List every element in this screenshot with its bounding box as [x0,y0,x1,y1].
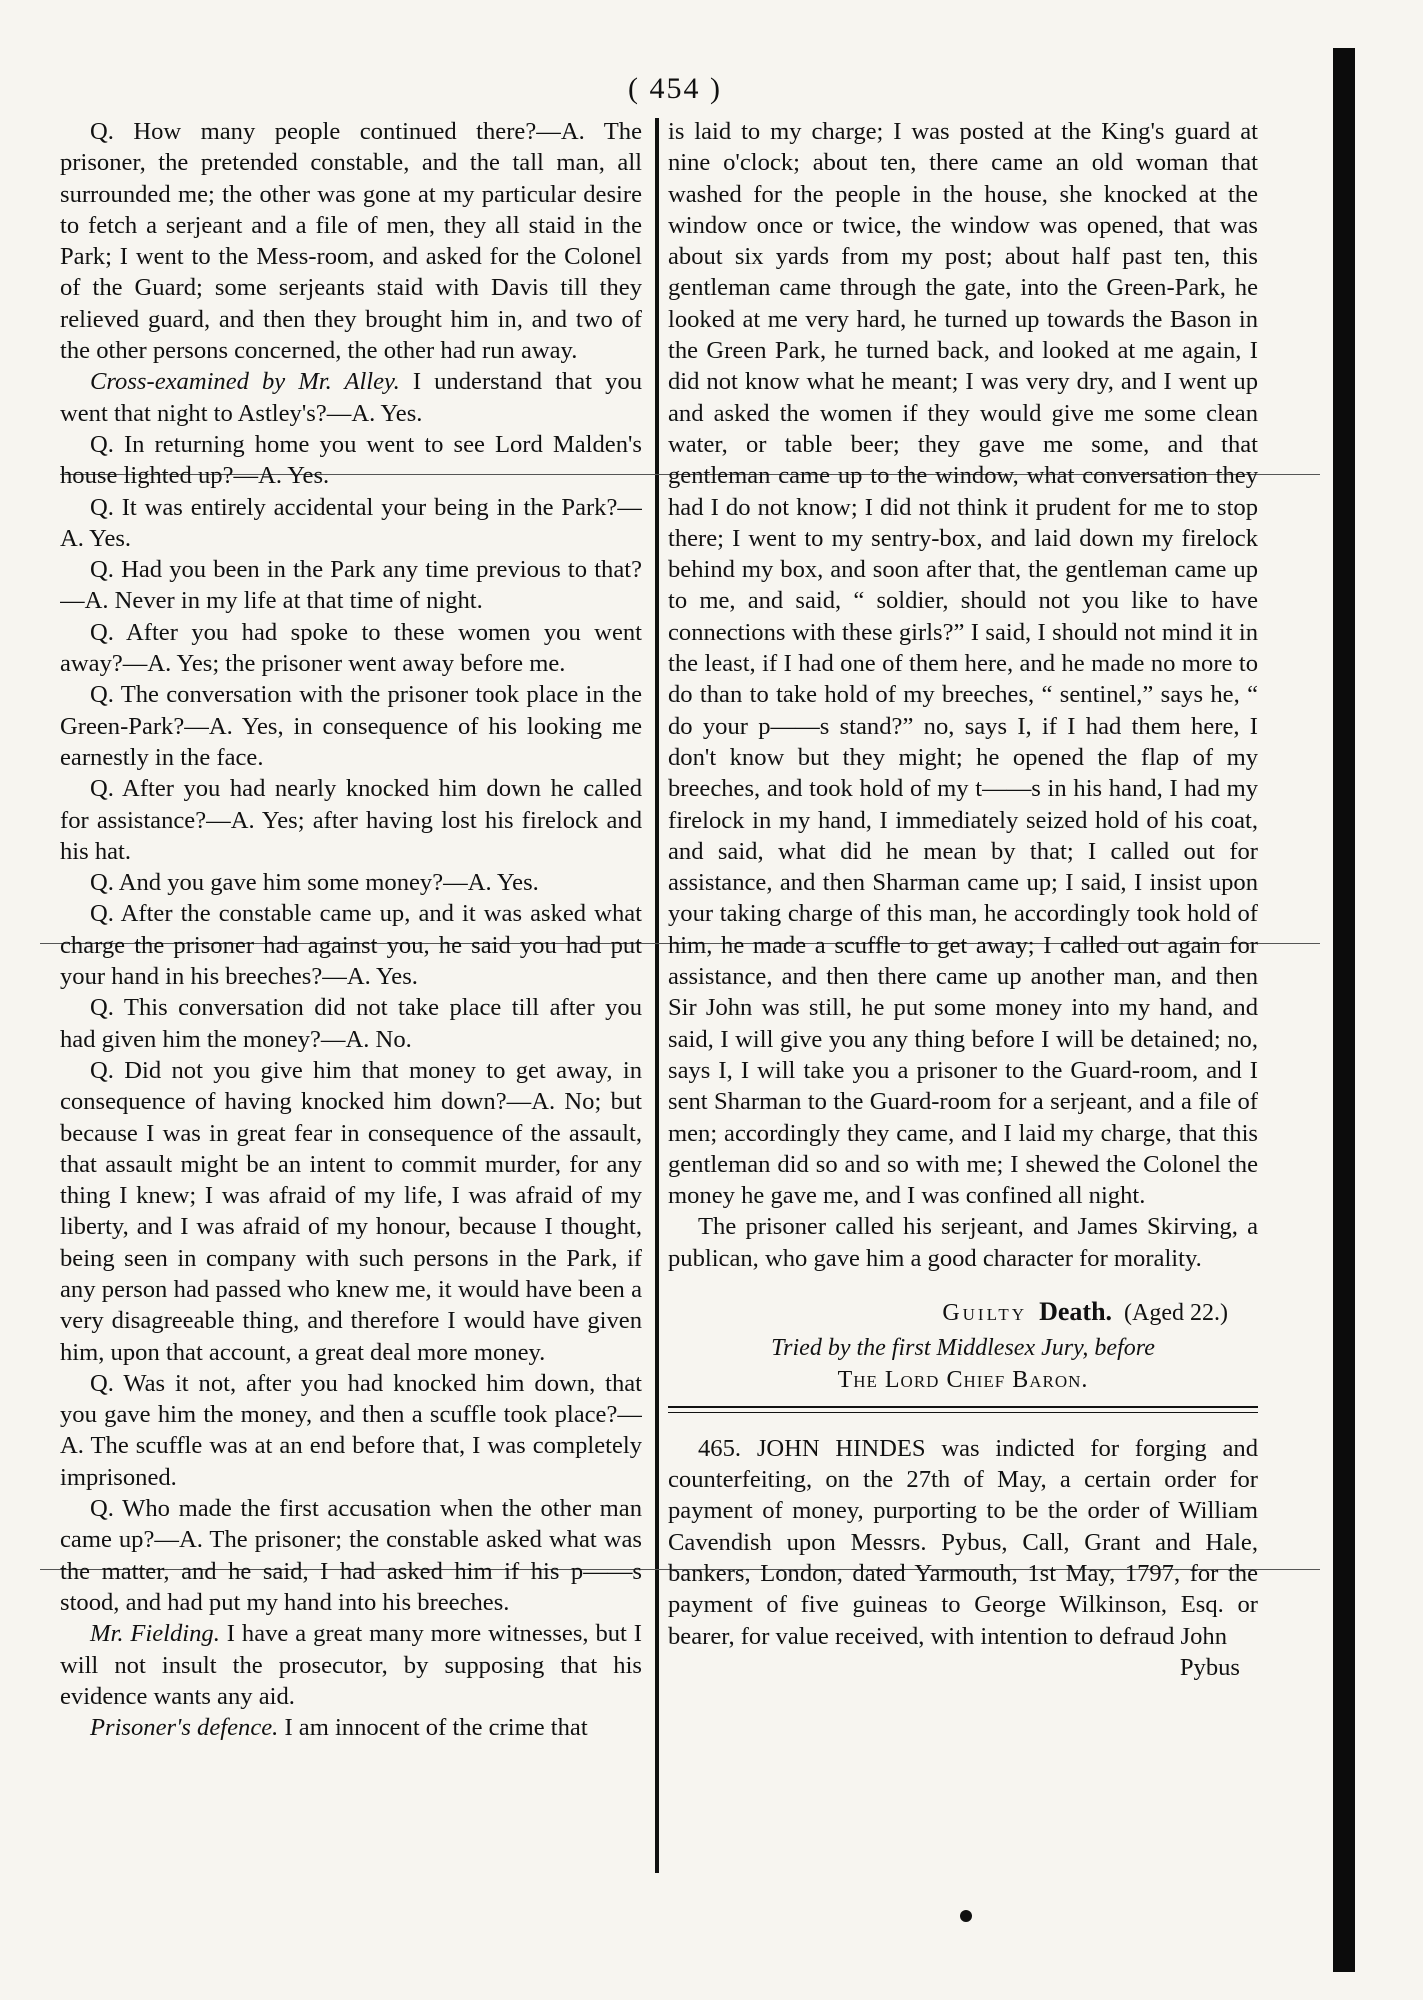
testimony-paragraph [60,429,642,492]
paragraph-text: Q. Was it not, after you had knocked him down, that you gave him the money, and then a scuffle took place?—A. The scuffle was at an end before that, I was completely imprisoned. [60,1369,642,1491]
testimony-continuation: is laid to my charge; I was posted at the King's guard at nine o'clock; about ten, there came an old woman that washed for the people in the house, she knocked at the window once or twice, the window was opened, that was about six yards from my post; about half past ten, this gentleman came through the gate, into the Green-Park, he looked at me very hard, he turned up towards the Bason in the Green Park, he turned back, and looked at me again, I did not know what he meant; I was very dry, and I went up and asked the women if they would give me some clean water, or table beer; they gave me some, and that gentleman came up to the window, what conversation they had I do not know; I did not think it prudent for me to stop there; I went to my sentry-box, and laid down my firelock behind my box, and soon after that, the gentleman came up to me, and said, “ soldier, should not you like to have connections with these girls?” I said, I should not mind it in the least, if I had one of them here, and he made no more to do than to take hold of my breeches, “ sentinel,” says he, “ do your p——s stand?” no, says I, if I had them here, I don't know but they might; he opened the flap of my breeches, and took hold of my t——s in his hand, I had my firelock in my hand, I immediately seized hold of his coat, and said, what did he mean by that; I called out for assistance, and then Sharman came up; I said, I insist upon your taking charge of this man, he accordingly took hold of him, he made a scuffle to get away; I called out again for assistance, and then there came up another man, and then Sir John was still, he put some money into my hand, and said, I will give you any thing before I will be detained; no, says I, I will take you a prisoner to the Guard-room, and I sent Sharman to the Guard-room for a serjeant, and a file of men; accordingly they came, and I laid my charge, that this gentleman did so and so with me; I shewed the Colonel the money he gave me, and I was confined all night. [668,118,1258,1210]
ink-spot [960,1910,972,1922]
indictment-text: was indicted for forging and counterfeiting, on the 27th of May, a certain order for payment of money, purporting to be the order of William Cavendish upon Messrs. Pybus, Call, Grant and Hale, bankers, London, dated Yarmouth, 1st May, 1797, for the payment of five guineas to George Wilkinson, Esq. or bearer, for value received, with intention to defraud John [668,1434,1258,1650]
paragraph-text: Q. How many people continued there?—A. The prisoner, the pretended constable, and the tall man, all surrounded me; the other was gone at my particular desire to fetch a serjeant and a file of men, they all staid in the Park; I went to the Mess-room, and asked for the Colonel of the Guard; some serjeants staid with Davis till they relieved guard, and then they brought him in, and two of the other persons concerned, the other had run away. [60,118,642,365]
paragraph-text: Q. It was entirely accidental your being in the Park?—A. Yes. [60,493,642,552]
paragraph-text: I have a great many more witnesses, but I will not insult the prosecutor, by supposing that his evidence wants any aid. [60,1620,642,1710]
testimony-paragraph [60,492,642,555]
testimony-paragraph [60,1618,642,1712]
testimony-paragraph [60,867,642,898]
catchword: Pybus [1179,1653,1240,1681]
paragraph-text: Q. Who made the first accusation when the other man came up?—A. The prisoner; the constable asked what was the matter, and he said, I had asked him if his p——s stood, and had put my hand into his breeches. [60,1495,642,1616]
tried-by: Tried by the first Middlesex Jury, before [771,1335,1155,1362]
testimony-paragraph [60,898,642,992]
paragraph-text: Q. This conversation did not take place till after you had given him the money?—A. No. [60,994,642,1053]
paragraph-text: Q. The conversation with the prisoner took place in the Green-Park?—A. Yes, in consequence of his looking me earnestly in the face. [60,681,642,771]
next-case [668,1433,1258,1652]
paragraph-text: Q. In returning home you went to see Lord Malden's house lighted up?—A. Yes. [60,430,642,490]
paragraph-text: Q. After you had nearly knocked him down he called for assistance?—A. Yes; after having lost his firelock and his hat. [60,775,642,865]
testimony-paragraph [60,1493,642,1618]
testimony-paragraph [60,1368,642,1493]
testimony-paragraph [60,366,642,429]
column-divider [655,118,659,1873]
page-edge-shadow [1333,48,1355,1972]
testimony-paragraph [60,992,642,1055]
testimony-paragraph [60,116,642,366]
verdict-age: (Aged 22.) [1124,1299,1228,1326]
left-column [60,116,642,1966]
testimony-paragraph [60,1055,642,1368]
testimony-paragraph [60,1712,642,1743]
paragraph-text: Q. After the constable came up, and it was asked what charge the prisoner had against you, he said you had put your hand in his breeches?—A. Yes. [60,900,642,991]
paragraph-text: Q. And you gave him some money?—A. Yes. [90,869,539,897]
speaker-label: Cross-examined by Mr. Alley. [90,368,400,396]
judge: The Lord Chief Baron. [837,1366,1089,1393]
verdict [668,1296,1228,1329]
case-separator [668,1406,1258,1413]
case-number: 465. [698,1434,742,1462]
speaker-label: Prisoner's defence. [90,1714,279,1742]
testimony-paragraph [60,773,642,867]
testimony-paragraph [60,554,642,617]
right-column [668,116,1258,1966]
verdict-guilty: Guilty [942,1299,1028,1326]
testimony-paragraph [60,679,642,773]
paragraph-text: I understand that you went that night to Astley's?—A. Yes. [60,368,642,427]
character-witnesses: The prisoner called his serjeant, and James Skirving, a publican, who gave him a good character for morality. [668,1213,1258,1272]
defendant-name: JOHN HINDES [756,1434,926,1462]
testimony-paragraph [60,617,642,680]
speaker-label: Mr. Fielding. [90,1620,220,1648]
verdict-sentence: Death. [1039,1296,1113,1326]
paragraph-text: Q. Had you been in the Park any time previous to that?—A. Never in my life at that time of night. [60,556,642,615]
paragraph-text: Q. Did not you give him that money to get away, in consequence of having knocked him down?—A. No; but because I was in great fear in consequence of the assault, that assault might be an intent to commit murder, for any thing I knew; I was afraid of my life, I was afraid of my liberty, and I was afraid of my honour, because I thought, being seen in company with such persons in the Park, if any person had passed who knew me, it would have been a very disagreeable thing, and therefore I would have given him, upon that account, a great deal more money. [60,1056,642,1366]
page-number: ( 454 ) [628,72,722,105]
paragraph-text: Q. After you had spoke to these women you went away?—A. Yes; the prisoner went away before me. [60,618,642,678]
paragraph-text: I am innocent of the crime that [278,1714,588,1742]
